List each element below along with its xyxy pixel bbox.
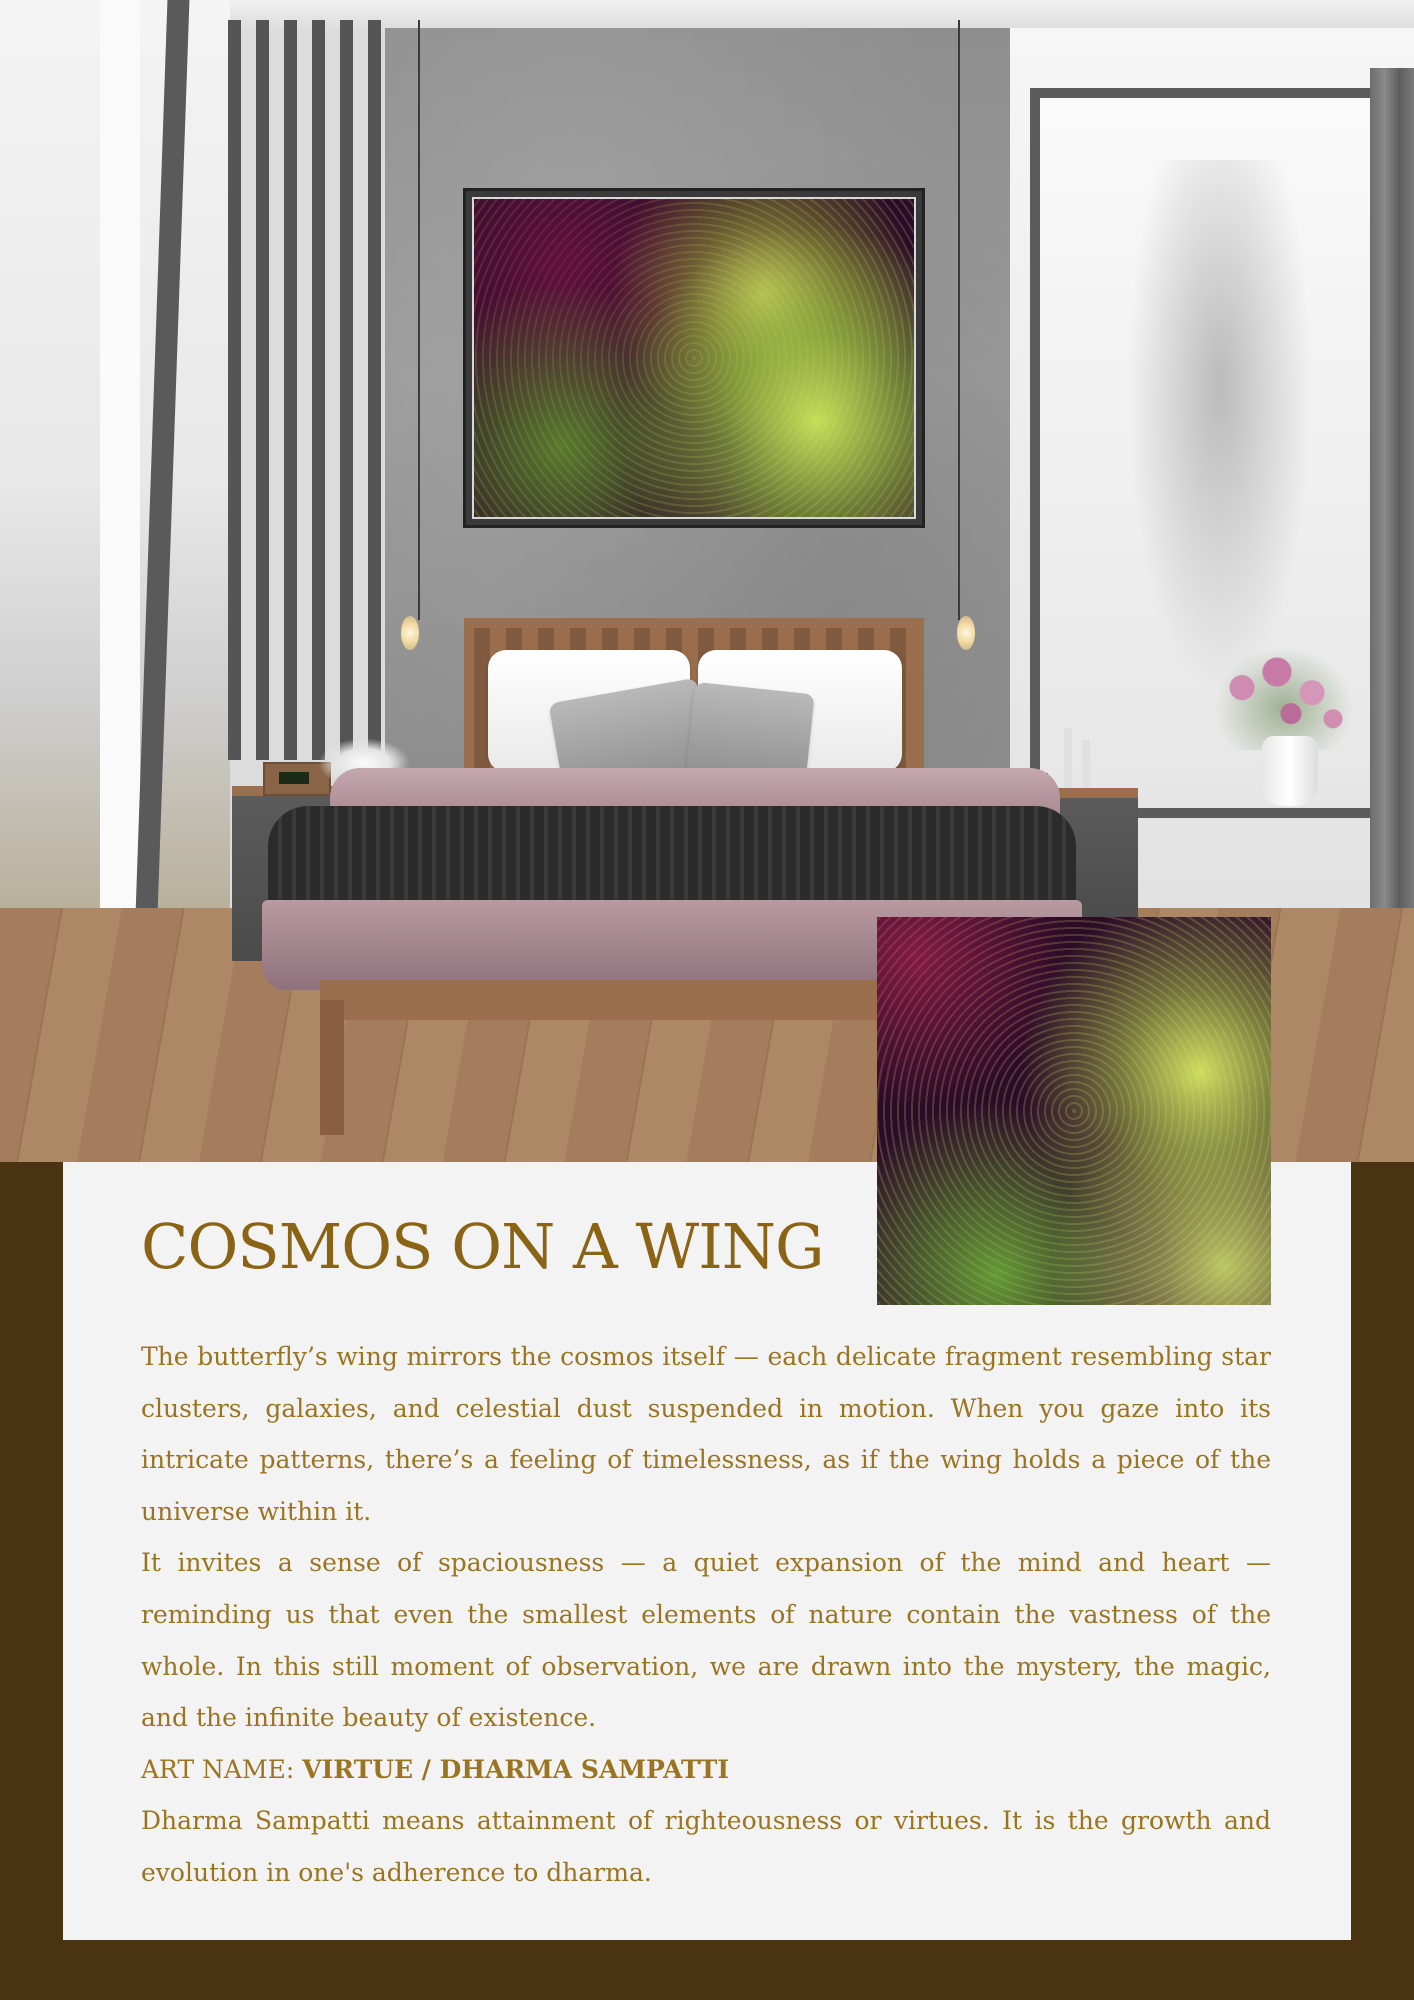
pendant-bulb-left (401, 616, 419, 650)
art-meaning: Dharma Sampatti means attainment of righteousness or virtues. It is the growth and evolution in one's adherence to dharma. (141, 1806, 1271, 1887)
vase (1262, 736, 1318, 806)
window-frame (133, 0, 190, 1000)
curtain (1370, 68, 1414, 928)
lamp-cord (418, 20, 420, 620)
flower-bouquet (1214, 646, 1354, 750)
framed-artwork (463, 188, 925, 528)
lamp-cord (958, 20, 960, 620)
candle (1064, 728, 1072, 788)
artwork-title: COSMOS ON A WING (141, 1210, 824, 1283)
clock-display (279, 772, 309, 784)
butterfly-wing-artwork (472, 197, 916, 519)
wall-slats (228, 20, 388, 760)
art-name-label: ART NAME: (141, 1754, 303, 1784)
bed-leg (320, 1000, 344, 1135)
art-name-line (141, 1744, 1271, 1796)
description-paragraph: The butterfly’s wing mirrors the cosmos itself — each delicate fragment resembling star clusters, galaxies, and celestial dust suspended in motion. When you gaze into its intricate patterns, there’s a feeling of timelessness, as if the wing holds a piece of the universe within it. (141, 1342, 1271, 1526)
artwork-detail-image (877, 917, 1271, 1305)
pendant-bulb-right (957, 616, 975, 650)
description-paragraph: It invites a sense of spaciousness — a quiet expansion of the mind and heart — reminding us that even the smallest elements of nature contain the vastness of the whole. In this still moment of observation, we are drawn into the mystery, the magic, and the infinite beauty of existence. (141, 1548, 1271, 1733)
art-name-value: VIRTUE / DHARMA SAMPATTI (302, 1754, 730, 1784)
artwork-description (141, 1331, 1271, 1899)
window-frame (100, 0, 140, 960)
tree-outside-window (1120, 160, 1320, 720)
candle (1082, 740, 1090, 788)
